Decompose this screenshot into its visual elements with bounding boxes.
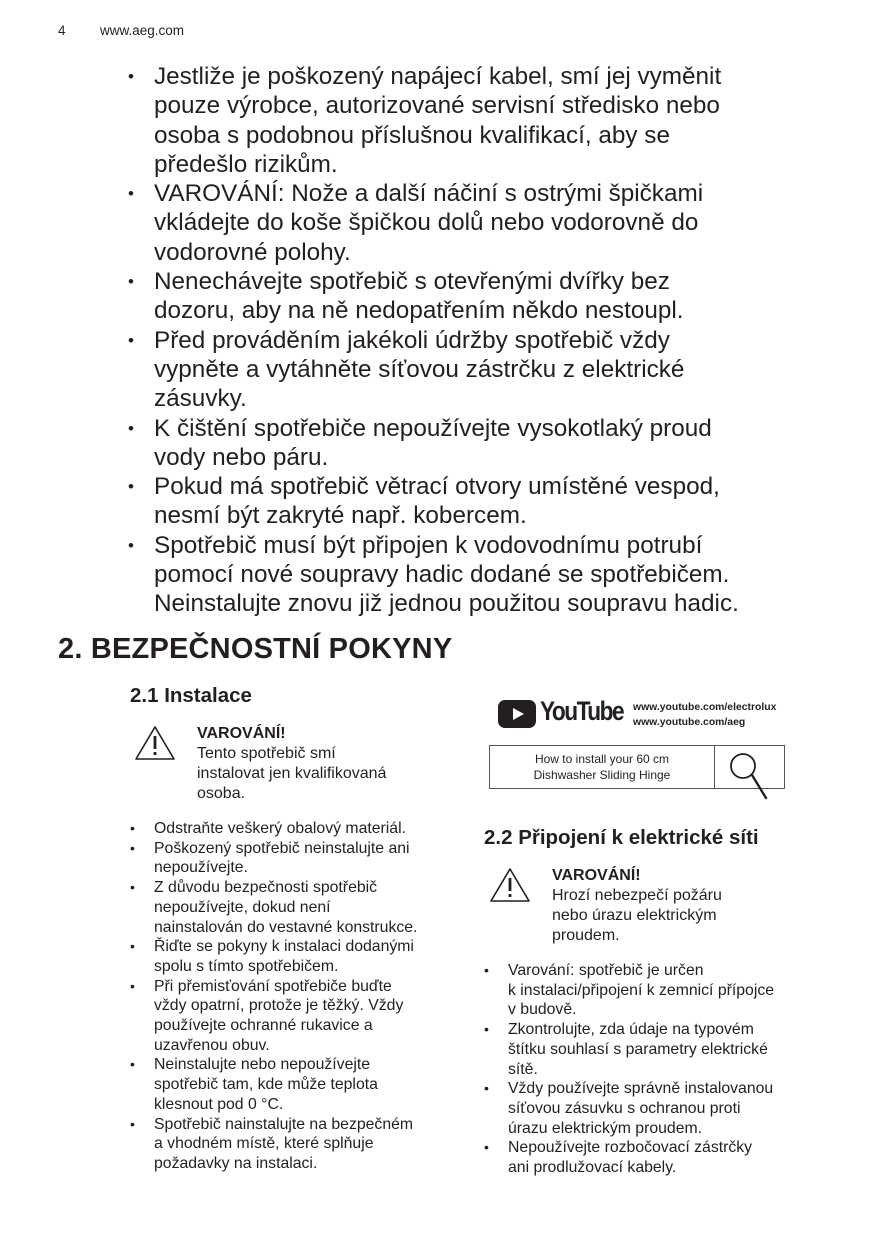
warning-box-installation: [134, 725, 464, 805]
list-item: • Zkontrolujte, zda údaje na typovém štítku souhlasí s parametry elektrické sítě.: [484, 1020, 819, 1079]
warning-text: Hrozí nebezpečí požáru nebo úrazu elektrickým proudem.: [552, 887, 722, 944]
magnifier-icon[interactable]: [728, 748, 776, 804]
video-title: How to install your 60 cm Dishwasher Sliding Hinge: [533, 752, 671, 782]
list-item: • Nepoužívejte rozbočovací zástrčky ani prodlužovací kabely.: [484, 1138, 819, 1177]
list-item: • Odstraňte veškerý obalový materiál.: [130, 819, 460, 839]
youtube-logo-text: YouTube: [540, 696, 624, 726]
list-item: • Poškozený spotřebič neinstalujte ani nepoužívejte.: [130, 839, 460, 878]
warning-title: VAROVÁNÍ!: [552, 867, 641, 884]
warning-text: Tento spotřebič smí instalovat jen kvalifikovaná osoba.: [197, 745, 387, 802]
site-url: www.aeg.com: [100, 23, 185, 38]
list-item: • Spotřebič nainstalujte na bezpečném a vhodném místě, které splňuje požadavky na instalaci.: [130, 1115, 460, 1174]
list-item: • Jestliže je poškozený napájecí kabel, smí jej vyměnit pouze výrobce, autorizované servisní středisko nebo osoba s podobnou příslušnou kvalifikací, aby se předešlo rizikům.: [128, 62, 828, 179]
list-item: • Pokud má spotřebič větrací otvory umístěné vespod, nesmí být zakryté např. kobercem.: [128, 472, 828, 531]
video-link-box[interactable]: [489, 745, 785, 789]
list-item: • Spotřebič musí být připojen k vodovodnímu potrubí pomocí nové soupravy hadic dodané se spotřebičem. Neinstalujte znovu již jednou použitou soupravu hadic.: [128, 531, 828, 619]
list-item: • Varování: spotřebič je určen k instalaci/připojení k zemnicí přípojce v budově.: [484, 961, 819, 1020]
youtube-links: [633, 701, 776, 730]
list-item: • Řiďte se pokyny k instalaci dodanými spolu s tímto spotřebičem.: [130, 937, 460, 976]
list-item: • Nenechávejte spotřebič s otevřenými dvířky bez dozoru, aby na ně nedopatřením někdo nestoupl.: [128, 267, 828, 326]
list-item: • Při přemisťování spotřebiče buďte vždy opatrní, protože je těžký. Vždy používejte ochranné rukavice a uzavřenou obuv.: [130, 977, 460, 1056]
warning-title: VAROVÁNÍ!: [197, 725, 286, 742]
warning-box-electrical: [489, 867, 819, 947]
warning-triangle-icon: [134, 725, 176, 761]
list-item: • VAROVÁNÍ: Nože a další náčiní s ostrými špičkami vkládejte do koše špičkou dolů nebo vodorovně do vodorovné polohy.: [128, 179, 828, 267]
youtube-link-electrolux[interactable]: www.youtube.com/electrolux: [633, 702, 777, 713]
warning-triangle-icon: [489, 867, 531, 903]
youtube-link-aeg[interactable]: www.youtube.com/aeg: [633, 716, 746, 728]
list-item: • Před prováděním jakékoli údržby spotřebič vždy vypněte a vytáhněte síťovou zástrčku z elektrické zásuvky.: [128, 326, 828, 414]
safety-list: [128, 62, 828, 619]
list-item: • Z důvodu bezpečnosti spotřebič nepoužívejte, dokud není nainstalován do vestavné konstrukce.: [130, 878, 460, 937]
installation-list: [130, 819, 460, 1174]
list-item: • K čištění spotřebiče nepoužívejte vysokotlaký proud vody nebo páru.: [128, 414, 828, 473]
page-number: 4: [58, 23, 66, 38]
youtube-play-icon: [498, 700, 536, 728]
list-item: • Vždy používejte správně instalovanou síťovou zásuvku s ochranou proti úrazu elektrickým proudem.: [484, 1079, 819, 1138]
subsection-title-installation: 2.1 Instalace: [130, 684, 252, 707]
list-item: • Neinstalujte nebo nepoužívejte spotřebič tam, kde může teplota klesnout pod 0 °C.: [130, 1055, 460, 1114]
electrical-list: [484, 961, 819, 1178]
divider: [714, 746, 715, 788]
subsection-title-electrical: 2.2 Připojení k elektrické síti: [484, 826, 759, 849]
page-header: [58, 23, 184, 38]
section-title: 2. BEZPEČNOSTNÍ POKYNY: [58, 633, 453, 665]
